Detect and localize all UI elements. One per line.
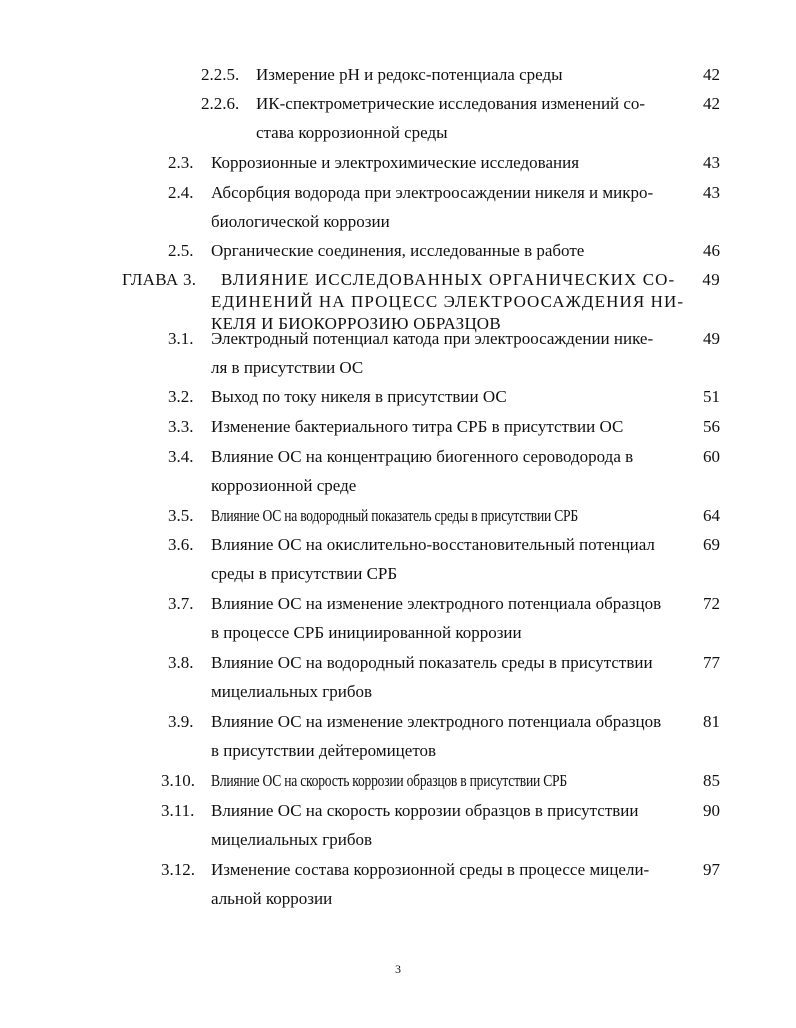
- entry-page-number: 60: [703, 447, 720, 466]
- entry-title-line: Влияние ОС на водородный показатель среды в присутствии СРБ: [211, 506, 578, 525]
- entry-title: [211, 148, 579, 177]
- chapter-number: ГЛАВА 3.: [122, 270, 197, 289]
- entry-title: [211, 412, 623, 441]
- entry-title-line: Изменение бактериального титра СРБ в присутствии ОС: [211, 417, 624, 436]
- entry-number: 3.6.: [168, 535, 194, 554]
- entry-title-line: Влияние ОС на изменение электродного потенциала образцов: [211, 712, 662, 731]
- entry-title-line: ИК-спектрометрические исследования изменений со-: [256, 94, 646, 113]
- entry-title-line: Влияние ОС на водородный показатель среды в присутствии: [211, 653, 653, 672]
- entry-title-line: Влияние ОС на скорость коррозии образцов в присутствии: [211, 801, 639, 820]
- entry-page-number: 46: [703, 241, 720, 260]
- entry-title: [211, 648, 653, 706]
- entry-number: 3.3.: [168, 417, 194, 436]
- entry-title: [211, 589, 661, 647]
- entry-title-line: в процессе СРБ инициированной коррозии: [211, 623, 522, 642]
- entry-title: [211, 178, 653, 236]
- entry-title-line: альной коррозии: [211, 889, 333, 908]
- entry-title-line: Органические соединения, исследованные в работе: [211, 241, 585, 260]
- entry-title: [211, 324, 653, 382]
- entry-number: 3.12.: [161, 860, 195, 879]
- entry-page-number: 64: [703, 506, 720, 525]
- entry-page-number: 56: [703, 417, 720, 436]
- entry-title-line: Абсорбция водорода при электроосаждении никеля и микро-: [211, 183, 654, 202]
- entry-title-line: биологической коррозии: [211, 212, 390, 231]
- entry-number: 3.11.: [161, 801, 195, 820]
- entry-title: [211, 766, 656, 795]
- entry-number: 3.1.: [168, 329, 194, 348]
- entry-page-number: 81: [703, 712, 720, 731]
- entry-page-number: 43: [703, 183, 720, 202]
- entry-number: 3.7.: [168, 594, 194, 613]
- entry-page-number: 51: [703, 387, 720, 406]
- entry-title: [211, 707, 661, 765]
- entry-number: 2.4.: [168, 183, 194, 202]
- entry-title-line: в присутствии дейтеромицетов: [211, 741, 437, 760]
- entry-title-line: Влияние ОС на концентрацию биогенного сероводорода в: [211, 447, 634, 466]
- entry-number: 3.5.: [168, 506, 194, 525]
- entry-number: 3.10.: [161, 771, 195, 790]
- entry-title-line: става коррозионной среды: [256, 123, 448, 142]
- entry-number: 2.2.6.: [201, 94, 240, 113]
- entry-title: [211, 442, 633, 500]
- entry-title: [211, 501, 670, 530]
- entry-title-line: Выход по току никеля в присутствии ОС: [211, 387, 507, 406]
- entry-title-line: Влияние ОС на скорость коррозии образцов в присутствии СРБ: [211, 771, 567, 790]
- entry-title-line: Электродный потенциал катода при электроосаждении нике-: [211, 329, 654, 348]
- entry-title-line: Коррозионные и электрохимические исследования: [211, 153, 580, 172]
- entry-title: [211, 796, 639, 854]
- entry-page-number: 97: [703, 860, 720, 879]
- entry-page-number: 90: [703, 801, 720, 820]
- entry-number: 2.3.: [168, 153, 194, 172]
- entry-title-line: мицелиальных грибов: [211, 682, 373, 701]
- chapter-title-line: ВЛИЯНИЕ ИССЛЕДОВАННЫХ ОРГАНИЧЕСКИХ СО-: [221, 270, 676, 289]
- entry-title-line: Измерение pH и редокс-потенциала среды: [256, 65, 563, 84]
- page-number: 3: [395, 962, 401, 976]
- entry-title-line: Влияние ОС на изменение электродного потенциала образцов: [211, 594, 662, 613]
- entry-title-line: Влияние ОС на окислительно-восстановительный потенциал: [211, 535, 655, 554]
- entry-title: [211, 530, 655, 588]
- entry-number: 2.2.5.: [201, 65, 240, 84]
- entry-page-number: 49: [703, 329, 720, 348]
- entry-page-number: 42: [703, 65, 720, 84]
- entry-number: 3.9.: [168, 712, 194, 731]
- chapter-page-number: 49: [702, 270, 720, 289]
- entry-title-line: ля в присутствии ОС: [211, 358, 364, 377]
- chapter-title-line: КЕЛЯ И БИОКОРРОЗИЮ ОБРАЗЦОВ: [211, 314, 502, 333]
- entry-page-number: 42: [703, 94, 720, 113]
- entry-number: 3.8.: [168, 653, 194, 672]
- entry-title: [211, 855, 649, 913]
- entry-page-number: 77: [703, 653, 720, 672]
- entry-page-number: 85: [703, 771, 720, 790]
- chapter-title-line: ЕДИНЕНИЙ НА ПРОЦЕСС ЭЛЕКТРООСАЖДЕНИЯ НИ-: [211, 292, 685, 311]
- entry-page-number: 72: [703, 594, 720, 613]
- entry-title-line: коррозионной среде: [211, 476, 357, 495]
- entry-number: 3.2.: [168, 387, 194, 406]
- entry-title: [256, 89, 645, 147]
- entry-number: 2.5.: [168, 241, 194, 260]
- entry-title: [256, 60, 563, 89]
- entry-title: [211, 236, 584, 265]
- entry-number: 3.4.: [168, 447, 194, 466]
- entry-title-line: Изменение состава коррозионной среды в процессе мицели-: [211, 860, 650, 879]
- entry-title-line: среды в присутствии СРБ: [211, 564, 398, 583]
- entry-title-line: мицелиальных грибов: [211, 830, 373, 849]
- entry-page-number: 43: [703, 153, 720, 172]
- entry-title: [211, 382, 507, 411]
- entry-page-number: 69: [703, 535, 720, 554]
